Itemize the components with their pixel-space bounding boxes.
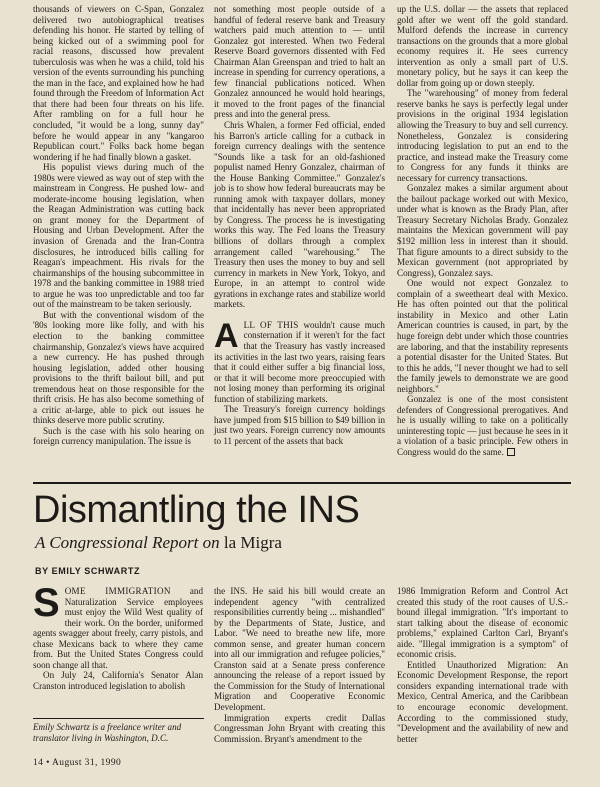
- paragraph: 1986 Immigration Reform and Control Act created this study of the root causes of U.S.-bound illegal immigration. "It's important to start talking about the disease of economic problems," explained Carlton Carl, Bryant's aide. "Illegal immigration is a symptom" of economic crisis.: [397, 586, 568, 660]
- section-divider: [33, 482, 571, 484]
- article-headline: Dismantling the INS: [33, 489, 360, 531]
- dropcap-paragraph: [33, 581, 203, 670]
- top-column-1: [33, 4, 204, 447]
- page-folio: 14 • August 31, 1990: [33, 758, 122, 768]
- lead-in: LL OF THIS: [243, 319, 299, 330]
- subhead-roman: la Migra: [219, 533, 282, 552]
- drop-cap: A: [214, 316, 239, 355]
- subhead-italic: A Congressional Report on: [35, 533, 220, 552]
- paragraph: Immigration experts credit Dallas Congressman John Bryant with creating this Commission. Bryant's amendment to the: [214, 712, 385, 744]
- lead-in: OME IMMIGRATION: [64, 586, 171, 596]
- paragraph: thousands of viewers on C-Span, Gonzalez delivered two autobiographical treatises defending his honor. He started by telling of being kicked out of a swimming pool for racial reasons, discussed how prevalent tuberculosis was when he was a child, told his version of the events surrounding his punching the man in the face, and explained how he had found through the Freedom of Information Act that there had been four threats on his life. After rambling on for a full hour he concluded, "it would be a long, sunny day" before he would appear in any "kangaroo Republican court." Folks back home began wondering if he had finally blown a gasket.: [33, 4, 204, 162]
- paragraph: up the U.S. dollar — the assets that replaced gold after we went off the gold standard. Mulford defends the increase in currency transactions on the grounds that a more global economy requires it. He sees currency intervention as only a small part of U.S. monetary policy, but he says it can keep the dollar from going up or down steeply.: [397, 4, 568, 88]
- byline: BY EMILY SCHWARTZ: [35, 566, 141, 576]
- paragraph: The Treasury's foreign currency holdings have jumped from $15 billion to $49 billion in just two years. Foreign currency now amounts to 11 percent of the assets that back: [214, 404, 385, 446]
- paragraph: Gonzalez makes a similar argument about the bailout package worked out with Mexico, under what is known as the Brady Plan, after Treasury Secretary Nicholas Brady. Gonzalez maintains the Mexican government will pay $192 million less in interest than it should. That figure amounts to a direct subsidy to the Mexican government (not appropriated by Congress), Gonzalez says.: [397, 183, 568, 278]
- paragraph: Such is the case with his solo hearing on foreign currency manipulation. The issue is: [33, 425, 204, 447]
- paragraph: [397, 394, 568, 457]
- paragraph: The "warehousing" of money from federal reserve banks he says is perfectly legal under provisions in the original 1934 legislation allowing the Treasury to buy and sell currency. Nonetheless, Gonzalez is considering introducing legislation to put an end to the practice, and instead make the Treasury come to Congress for any funds it thinks are necessary for currency transactions.: [397, 88, 568, 183]
- paragraph-text: wouldn't cause much consternation if it weren't for the fact that the Treasury has vastly increased its activities in the last two years, raising fears that it could either suffer a big financial loss, or that it will become more preoccupied with not losing money than performing its original function of stabilizing markets.: [214, 319, 385, 404]
- bio-divider: [33, 718, 204, 719]
- paragraph: On July 24, California's Senator Alan Cranston introduced legislation to abolish: [33, 670, 203, 691]
- paragraph-text: and Naturalization Service employees must enjoy the Wild West quality of their work. On the border, uniformed agents swagger about freely, carry pistols, and chase Mexicans back to where they came from. But the United States Congress could soon change all that.: [33, 586, 203, 670]
- drop-cap: S: [33, 581, 60, 625]
- paragraph: Chris Whalen, a former Fed official, ended his Barron's article calling for a cutback in foreign currency dealings with the sentence "Sounds like a task for an old-fashioned populist named Henry Gonzalez, chairman of the House Banking Committee." Gonzalez's job is to show how federal bureaucrats may be running amok with taxpayer dollars, money that incidentally has never been appropriated by Congress. The process he is investigating works this way. The Fed loans the Treasury billions of dollars through a complex arrangement called "warehousing." The Treasury then uses the money to buy and sell currency in markets in New York, Tokyo, and Europe, in an attempt to control wide gyrations in exchange rates and stabilize world markets.: [214, 120, 385, 310]
- article-column-3: [397, 586, 568, 744]
- article-column-1: [33, 581, 203, 691]
- paragraph: Entitled Unauthorized Migration: An Economic Development Response, the report considers expanding international trade with Mexico, Central America, and the Caribbean to encourage economic development. According to the commissioned study, "Development and the availability of new and better: [397, 659, 568, 744]
- author-bio: Emily Schwartz is a freelance writer and translator living in Washington, D.C.: [33, 722, 182, 743]
- article-subhead: [35, 533, 282, 553]
- top-column-2: [214, 4, 385, 446]
- paragraph: His populist views during much of the 1980s were viewed as way out of step with the mainstream in Congress. He pushed low- and moderate-income housing legislation, when the Reagan Administration was cutting back on grant money for the Department of Housing and Urban Development. After the invasion of Grenada and the Iran-Contra disclosures, he introduced bills calling for Reagan's impeachment. His rivals for the chairmanships of the housing subcommittee in 1978 and the banking committee in 1988 tried to argue he was too unpredictable and too far out of the mainstream to be taken seriously.: [33, 162, 204, 310]
- paragraph: not something most people outside of a handful of federal reserve bank and Treasury watchers paid much attention to — until Gonzalez got interested. When two Federal Reserve Board governors dissented with Fed Chairman Alan Greenspan and tried to halt an increase in spending for currency operations, a few financial publications noticed. When Gonzalez announced he would hold hearings, it moved to the front pages of the financial press and into the general press.: [214, 4, 385, 120]
- end-mark-icon: [507, 448, 515, 456]
- article-column-2: [214, 586, 385, 744]
- top-column-3: [397, 4, 568, 458]
- paragraph-text: Gonzalez is one of the most consistent defenders of Congressional prerogatives. And he is usually willing to take on a politically uninteresting topic — just because he sees in it a violation of a basic principle. Few others in Congress would do the same.: [397, 394, 568, 457]
- paragraph: One would not expect Gonzalez to complain of a sweetheart deal with Mexico. He has often pointed out that the political instability in Mexico and other Latin American countries is caused, in part, by the huge foreign debt under which those countries are laboring, and that the instability represents a potential disaster for the United States. But to this he adds, "I never thought we had to sell the family jewels to demonstrate we are good neighbors.": [397, 278, 568, 394]
- paragraph: But with the conventional wisdom of the '80s looking more like folly, and with his election to the banking committee chairmanship, Gonzalez's views have acquired a new currency. He has pushed through housing legislation, added other housing provisions to the thrift bailout bill, and put tremendous heat on those responsible for the thrift crisis. He has also become something of a critic at-large, able to pick out issues he thinks deserve more public scrutiny.: [33, 309, 204, 426]
- dropcap-paragraph: [214, 316, 385, 404]
- paragraph: the INS. He said his bill would create an independent agency "with centralized responsibilities currently being ... mishandled" by the Departments of State, Justice, and Labor. "We need to breathe new life, more common sense, and greater human concern into all our immigration and refugee policies," Cranston said at a Senate press conference announcing the release of a report issued by the Commission for the Study of International Migration and Cooperative Economic Development.: [214, 586, 385, 713]
